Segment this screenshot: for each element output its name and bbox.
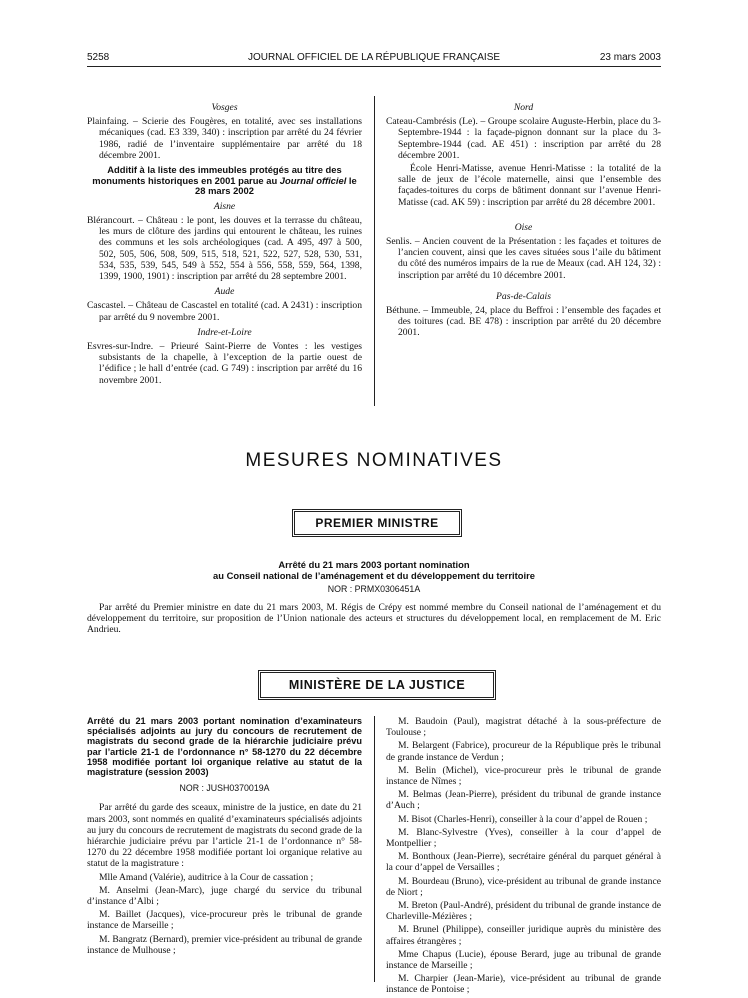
entry-esvres: Esvres-sur-Indre. – Prieuré Saint-Pierre de Vontes : les vestiges subsistants de la chapelle, à l’exception de la partie ouest de l’édifice ; le hall d’entrée (cad. G 749) : inscription par arrêté du 16 novembre 2001. xyxy=(87,341,362,386)
entry-cascastel: Cascastel. – Château de Cascastel en totalité (cad. A 2431) : inscription par arrêté du 9 novembre 2001. xyxy=(87,300,362,323)
list-item: M. Baudoin (Paul), magistrat détaché à la sous-préfecture de Toulouse ; xyxy=(386,716,661,739)
justice-right-column xyxy=(386,716,661,998)
premier-ministre-paragraph: Par arrêté du Premier ministre en date du 21 mars 2003, M. Régis de Crépy est nommé membre du Conseil national de l’aménagement et du développement du territoire, sur proposition de l’Union nationale des acteurs et structures du développement local, en remplacement de M. Eric Andrieu. xyxy=(87,602,661,636)
left-column-top xyxy=(87,98,362,388)
list-item: M. Bourdeau (Bruno), vice-président au tribunal de grande instance de Niort ; xyxy=(386,875,661,898)
list-item: M. Brunel (Philippe), conseiller juridique auprès du ministère des affaires étrangères ; xyxy=(386,924,661,947)
dept-title-pas-de-calais: Pas-de-Calais xyxy=(496,290,551,302)
right-column-top xyxy=(386,98,661,341)
list-item: Mlle Amand (Valérie), auditrice à la Cour de cassation ; xyxy=(99,871,314,883)
ministry-box-premier-ministre: PREMIER MINISTRE xyxy=(292,509,462,537)
dept-title-vosges: Vosges xyxy=(211,102,238,113)
dept-title-oise: Oise xyxy=(514,221,533,233)
list-item: M. Belmas (Jean-Pierre), président du tribunal de grande instance d’Auch ; xyxy=(386,789,661,812)
dept-title-aude: Aude xyxy=(214,286,235,298)
list-item: M. Anselmi (Jean-Marc), juge chargé du service du tribunal d’instance d’Albi ; xyxy=(87,884,362,908)
entry-blerancourt: Blérancourt. – Château : le pont, les douves et la terrasse du château, les murs de clôture des jardins qui entourent le château, les ruines des communs et les sols archéologiques (cad. A 495, 497 à 500, 502, 505, 506, 508, 509, 515, 518, 521, 522, 527, 528, 530, 531, 534, 535, 539, 545, 549 à 552, 554 à 556, 558, 559, 564, 1398, 1399, 1900, 1901) : inscription par arrêté du 28 septembre 2001. xyxy=(87,215,362,283)
column-divider-bottom xyxy=(374,716,375,982)
ministry-box-justice: MINISTÈRE DE LA JUSTICE xyxy=(258,670,496,700)
entry-cateau-cambresis: Cateau-Cambrésis (Le). – Groupe scolaire Auguste-Herbin, place du 3-Septembre-1944 : la façade-pignon donnant sur la place du 3-Septembre-1944 (cad. AE 451) : inscription par arrêté du 28 décembre 2001. xyxy=(386,116,661,161)
entry-ecole-henri-matisse: École Henri-Matisse, avenue Henri-Matisse : la totalité de la salle de jeux de l’école maternelle, ainsi que l’ensemble des façades-toitures du corps de bâtiment donnant sur l’avenue Henri-Matisse (cad. AK 59) : inscription par arrêté du 28 décembre 2001. xyxy=(398,163,661,208)
dept-title-nord: Nord xyxy=(513,102,534,113)
list-item: M. Bangratz (Bernard), premier vice-président au tribunal de grande instance de Mulhouse ; xyxy=(87,933,362,956)
issue-date: 23 mars 2003 xyxy=(599,52,661,63)
list-item: M. Belargent (Fabrice), procureur de la République près le tribunal de grande instance de Verdun ; xyxy=(386,740,661,763)
nor-reference-premier-ministre: NOR : PRMX0306451A xyxy=(327,584,421,594)
list-item: M. Bonthoux (Jean-Pierre), secrétaire général du parquet général à la cour d’appel de Versailles ; xyxy=(386,851,661,874)
additif-heading-italic: Journal officiel xyxy=(279,174,347,186)
header-rule xyxy=(87,66,661,67)
dept-title-aisne: Aisne xyxy=(213,200,236,212)
nor-reference-justice: NOR : JUSH0370019A xyxy=(179,783,270,794)
entry-senlis: Senlis. – Ancien couvent de la Présentation : les façades et toitures de l’ancien couvent, ainsi que les caves situées sous l’aile du bâtiment du côté des numéros impairs de la rue de Meaux (cad. AH 124, 32) : inscription par arrêté du 10 décembre 2001. xyxy=(386,236,661,281)
additif-heading-text: Additif à la liste des immeubles protégés au titre des monuments historiques en 2001 parue au xyxy=(92,164,342,186)
column-divider-top xyxy=(374,96,375,406)
list-item: M. Charpier (Jean-Marie), vice-président au tribunal de grande instance de Pontoise ; xyxy=(386,973,661,996)
arrete-title-line1: Arrêté du 21 mars 2003 portant nomination xyxy=(278,559,470,570)
list-item: M. Breton (Paul-André), président du tribunal de grande instance de Charleville-Mézières ; xyxy=(386,900,661,923)
list-item: M. Blanc-Sylvestre (Yves), conseiller à la cour d’appel de Montpellier ; xyxy=(386,826,661,850)
list-item: M. Belin (Michel), vice-procureur près le tribunal de grande instance de Nîmes ; xyxy=(386,764,661,788)
dept-title-indre-et-loire: Indre-et-Loire xyxy=(197,326,252,338)
additif-heading xyxy=(87,165,362,197)
list-item: Mme Chapus (Lucie), épouse Berard, juge au tribunal de grande instance de Marseille ; xyxy=(386,948,661,972)
entry-plainfaing: Plainfaing. – Scierie des Fougères, en totalité, avec ses installations mécaniques (cad. E3 339, 340) : inscription par arrêté du 24 février 1986, radié de l’inventaire supplémentaire par arrêté du 18 décembre 2001. xyxy=(87,116,362,161)
page-number: 5258 xyxy=(87,52,110,63)
entry-bethune: Béthune. – Immeuble, 24, place du Beffroi : l’ensemble des façades et des toitures (cad. BE 478) : inscription par arrêté du 20 décembre 2001. xyxy=(386,305,661,339)
justice-intro-paragraph: Par arrêté du garde des sceaux, ministre de la justice, en date du 21 mars 2003, sont nommés en qualité d’examinateurs spécialisés adjoints au jury du concours de recrutement de magistrats du second grade de la hiérarchie judiciaire prévu par l’article 21-1 de l’ordonnance n° 58-1270 du 22 décembre 1958 modifiée portant loi organique relative au statut de la magistrature : xyxy=(87,802,362,870)
list-item: M. Baillet (Jacques), vice-procureur près le tribunal de grande instance de Marseille ; xyxy=(87,909,362,932)
justice-arrete-heading: Arrêté du 21 mars 2003 portant nomination d’examinateurs spécialisés adjoints au jury du concours de recrutement de magistrats du second grade de la hiérarchie judiciaire prévu par l’article 21-1 de l’ordonnance n° 58-1270 du 22 décembre 1958 modifiée portant loi organique relative au statut de la magistrature (session 2003) xyxy=(87,716,362,778)
justice-left-column xyxy=(87,716,362,958)
journal-title: JOURNAL OFFICIEL DE LA RÉPUBLIQUE FRANÇAISE xyxy=(247,52,501,63)
arrete-title-line2: au Conseil national de l’aménagement et du développement du territoire xyxy=(213,570,535,581)
additif-heading-tail: le 28 mars 2002 xyxy=(195,174,357,197)
list-item: M. Bisot (Charles-Henri), conseiller à la cour d’appel de Rouen ; xyxy=(398,813,648,825)
section-title-mesures-nominatives: MESURES NOMINATIVES xyxy=(245,450,503,471)
